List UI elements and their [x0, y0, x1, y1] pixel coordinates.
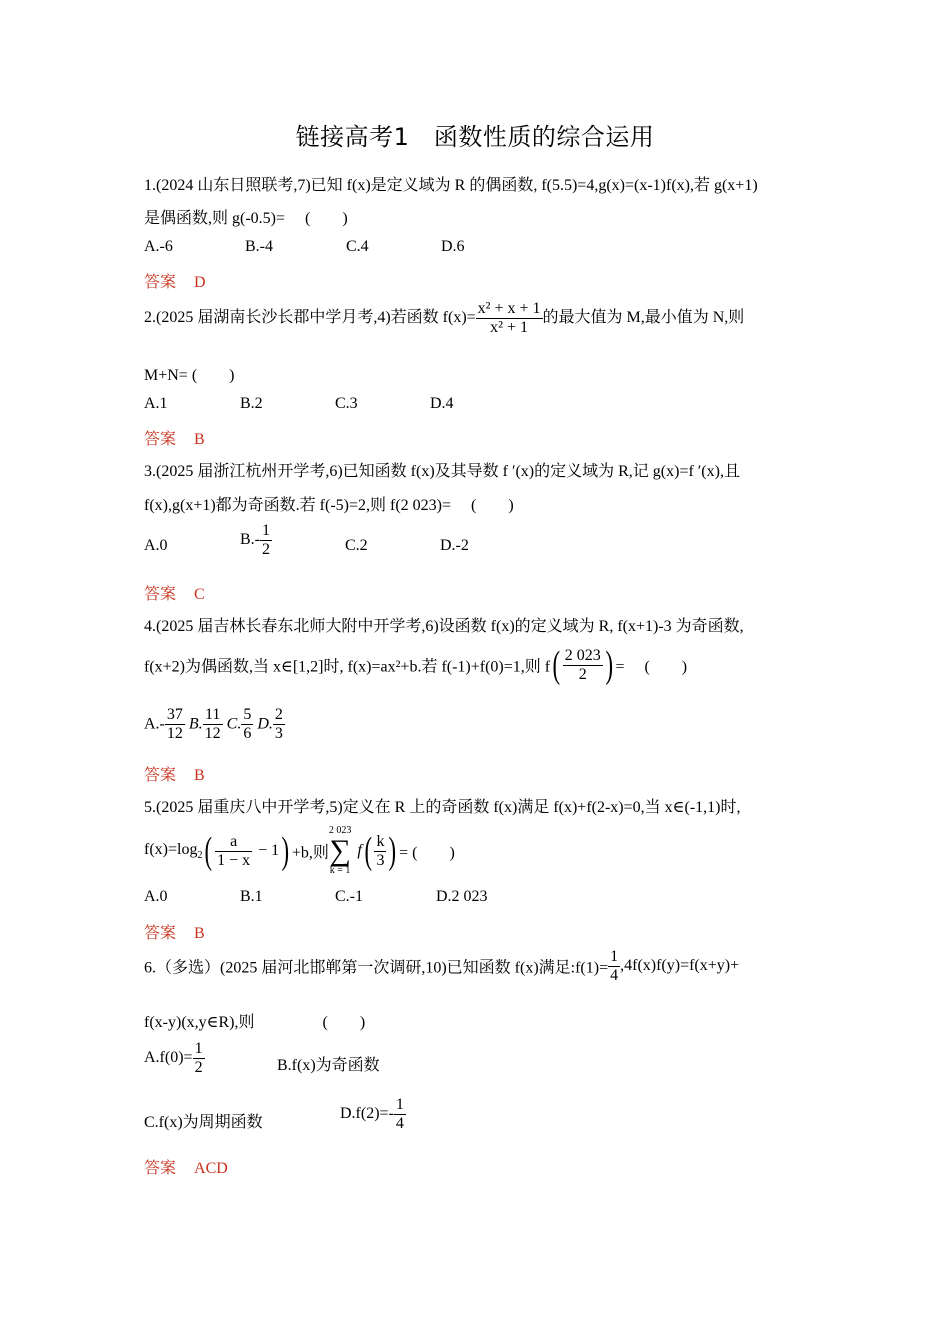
q3-option-b: B.- $\frac{1}{2}$ — [240, 522, 270, 558]
q5-answer — [144, 920, 205, 943]
q4-stem-tail: = ( ) — [615, 658, 688, 676]
answer-value: C — [194, 586, 205, 603]
q5-inner-fraction: $\frac{a}{1 - x}$ — [217, 832, 251, 869]
answer-label: 答案 — [144, 274, 177, 291]
answer-label: 答案 — [144, 1160, 177, 1177]
q5-line2: $f(x)=\log_2$( $\frac{a}{1 - x}$ − 1) +b,则2 023 ∑ k = 1f( $\frac{k}{3}$ ) = ( ) — [144, 825, 455, 876]
q5-line1: 5.(2025 届重庆八中开学考,5)定义在 R 上的奇函数 f(x)满足 f(x)+f(2-x)=0,当 x∈(-1,1)时, — [144, 799, 741, 816]
q5-option-b: B.1 — [240, 888, 263, 905]
q4-option-d: D. $\frac{2}{3}$ — [257, 706, 283, 742]
q6-option-a: A.f(0)= $\frac{1}{2}$ — [144, 1040, 203, 1076]
q6-line2: f(x-y)(x,y∈R),则 ( ) — [144, 1014, 366, 1031]
q2-option-c: C.3 — [335, 395, 358, 412]
q6-stem-tail: ,4f(x)f(y)=f(x+y)+ — [620, 957, 740, 975]
left-paren: ( — [552, 644, 561, 686]
q1-option-c: C.4 — [346, 238, 369, 255]
q5-option-c: C.-1 — [335, 888, 363, 905]
q3-answer — [144, 581, 205, 604]
q5-option-d: D.2 023 — [436, 888, 488, 905]
q5-stem: $f(x)=\log_2$ — [144, 840, 203, 862]
q1-answer — [144, 269, 206, 292]
q1-option-d: D.6 — [441, 238, 465, 255]
q6-line1 — [144, 948, 739, 984]
q4-fraction: $\frac{2 023}{2}$ — [564, 646, 601, 683]
q3-option-d: D.-2 — [440, 537, 469, 554]
q2-answer — [144, 426, 205, 449]
q2-option-b: B.2 — [240, 395, 263, 412]
q1-option-a: A.-6 — [144, 238, 173, 255]
q1-line2: 是偶函数,则 g(-0.5)= ( ) — [144, 210, 348, 227]
q3-line1: 3.(2025 届浙江杭州开学考,6)已知函数 f(x)及其导数 f ′(x)的定义域为 R,记 g(x)=f ′(x),且 — [144, 463, 740, 480]
q1-line1: 1.(2024 山东日照联考,7)已知 f(x)是定义域为 R 的偶函数, f(5.5)=4,g(x)=(x-1)f(x),若 g(x+1) — [144, 177, 758, 194]
answer-value: D — [194, 274, 206, 291]
q4-stem: f(x+2)为偶函数,当 x∈[1,2]时, f(x)=ax²+b.若 f(-1)+f(0)=1,则 f — [144, 658, 551, 676]
q3-option-a: A.0 — [144, 537, 168, 554]
left-paren: ( — [364, 830, 372, 872]
q2-line1 — [144, 300, 744, 336]
q2-denominator: x² + 1 — [490, 318, 528, 336]
q2-fraction — [476, 300, 543, 336]
q4-option-b: B. $\frac{11}{12}$ — [188, 706, 221, 742]
answer-value: B — [194, 431, 205, 448]
q6-option-b: B.f(x)为奇函数 — [277, 1057, 380, 1074]
q6-answer — [144, 1155, 228, 1178]
q5-k-fraction: $\frac{k}{3}$ — [376, 832, 385, 869]
q6-stem: 6.（多选）(2025 届河北邯郸第一次调研,10)已知函数 f(x)满足:f(1)= — [144, 959, 609, 977]
q2-line2: M+N= ( ) — [144, 367, 235, 384]
answer-label: 答案 — [144, 431, 177, 448]
q4-line2 — [144, 646, 687, 684]
answer-label: 答案 — [144, 925, 177, 942]
q3-option-c: C.2 — [345, 537, 368, 554]
answer-label: 答案 — [144, 767, 177, 784]
sigma-icon: ∑ — [329, 834, 351, 867]
answer-value: ACD — [194, 1160, 228, 1177]
q5-option-a: A.0 — [144, 888, 168, 905]
answer-value: B — [194, 925, 205, 942]
right-paren: ) — [281, 830, 290, 872]
q4-line1: 4.(2025 届吉林长春东北师大附中开学考,6)设函数 f(x)的定义域为 R, f(x+1)-3 为奇函数, — [144, 618, 744, 635]
q4-options — [144, 706, 285, 742]
right-paren: ) — [389, 830, 397, 872]
q4-option-a: A.- $\frac{37}{12}$ — [144, 706, 183, 742]
q3-line2: f(x),g(x+1)都为奇函数.若 f(-5)=2,则 f(2 023)= ( ) — [144, 497, 514, 514]
q6-fraction: $\frac{1}{4}$ — [610, 948, 619, 984]
page-title: 链接高考1 函数性质的综合运用 — [295, 123, 655, 151]
q5-stem-tail: = ( ) — [399, 844, 455, 862]
left-paren: ( — [204, 830, 213, 872]
q2-option-a: A.1 — [144, 395, 168, 412]
q6-option-d: D.f(2)=- $\frac{1}{4}$ — [340, 1096, 404, 1132]
q4-answer — [144, 762, 205, 785]
answer-value: B — [194, 767, 205, 784]
q4-option-c: C. $\frac{5}{6}$ — [226, 706, 252, 742]
answer-label: 答案 — [144, 586, 177, 603]
right-paren: ) — [605, 644, 613, 686]
q3-option-b-fraction: $\frac{1}{2}$ — [262, 522, 270, 558]
q2-numerator: x² + x + 1 — [477, 300, 541, 317]
q2-option-d: D.4 — [430, 395, 454, 412]
q1-option-b: B.-4 — [245, 238, 273, 255]
sigma-sum: 2 023 ∑ k = 1 — [328, 825, 352, 876]
q2-stem: 2.(2025 届湖南长沙长郡中学月考,4)若函数 f(x)= — [144, 308, 476, 326]
q2-stem-tail: 的最大值为 M,最小值为 N,则 — [542, 308, 745, 326]
q6-option-c: C.f(x)为周期函数 — [144, 1114, 263, 1131]
